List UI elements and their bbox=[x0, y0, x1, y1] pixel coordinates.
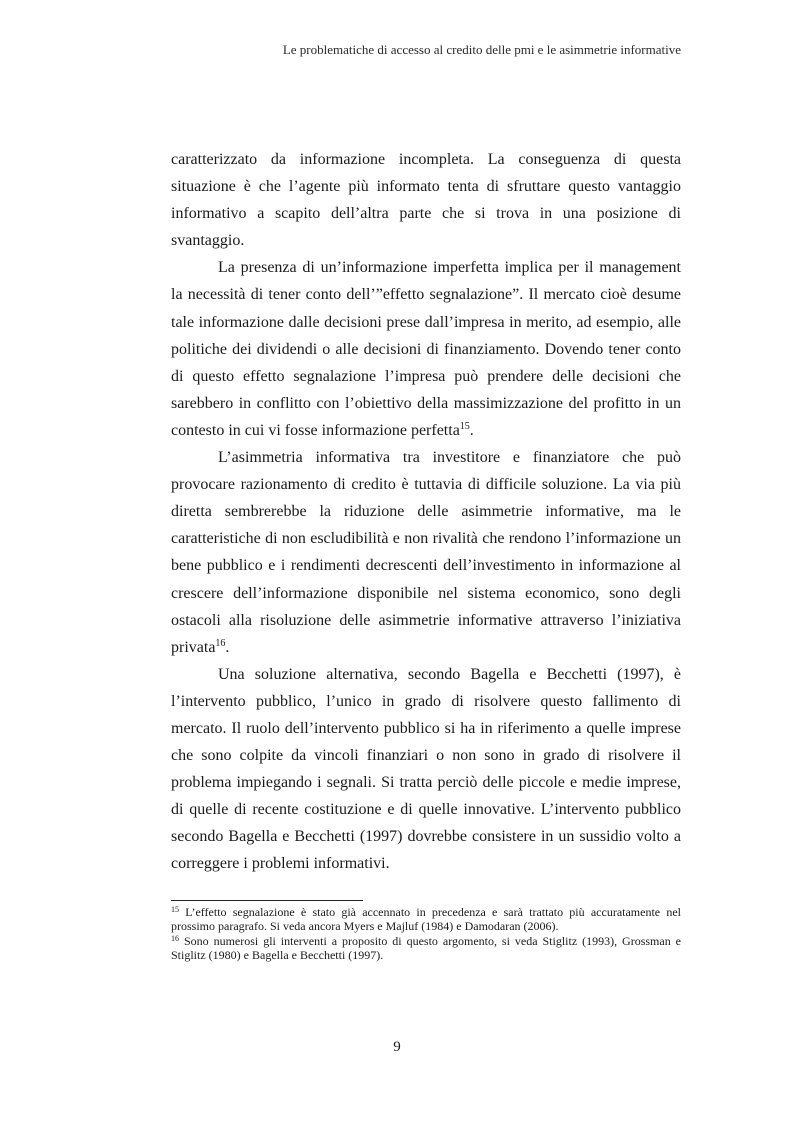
paragraph-text: La presenza di un’informazione imperfetta implica per il management la necessità di tener conto dell’”effetto segnalazione”. Il mercato cioè desume tale informazione dalle decisioni prese dall’impresa in merito, ad esempio, alle politiche dei dividendi o alle decisioni di finanziamento. Dovendo tener conto di questo effetto segnalazione l’impresa può prendere delle decisioni che sarebbero in conflitto con l’obiettivo della massimizzazione del profitto in un contesto in cui vi fosse informazione perfetta bbox=[171, 259, 681, 439]
paragraph-text: caratterizzato da informazione incompleta. La conseguenza di questa situazione è che l’agente più informato tenta di sfruttare questo vantaggio informativo a scapito dell’altra parte che si trova in una posizione di svantaggio. bbox=[171, 151, 681, 250]
footnote-number: 16 bbox=[171, 934, 179, 944]
paragraph-text: L’asimmetria informativa tra investitore e finanziatore che può provocare razionamento di credito è tuttavia di difficile soluzione. La via più diretta sembrerebbe la riduzione delle asimmetrie informative, ma le caratteristiche di non escludibilità e non rivalità che rendono l’informazione un bene pubblico e i rendimenti decrescenti dell’investimento in informazione al crescere dell’informazione disponibile nel sistema economico, sono degli ostacoli alla risoluzione delle asimmetrie informative attraverso l’iniziativa privata bbox=[171, 449, 681, 656]
footnote bbox=[171, 906, 681, 933]
paragraph bbox=[171, 444, 681, 661]
paragraph-text: Una soluzione alternativa, secondo Bagella e Becchetti (1997), è l’intervento pubblico, l’unico in grado di risolvere questo fallimento di mercato. Il ruolo dell’intervento pubblico si ha in riferimento a quelle imprese che sono colpite da vincoli finanziari o non sono in grado di risolvere il problema impiegando i segnali. Si tratta perciò delle piccole e medie imprese, di quelle di recente costituzione e di quelle innovative. L’intervento pubblico secondo Bagella e Becchetti (1997) dovrebbe consistere in un sussidio volto a correggere i problemi informativi. bbox=[171, 665, 681, 873]
paragraph-tail: . bbox=[225, 638, 230, 656]
footnote-separator bbox=[171, 900, 363, 901]
paragraph bbox=[171, 146, 681, 254]
footnote-text: Sono numerosi gli interventi a proposito di questo argomento, si veda Stiglitz (1993), Grossman e Stiglitz (1980) e Bagella e Becchetti (1997). bbox=[171, 934, 681, 962]
footnote-text: L’effetto segnalazione è stato già accennato in precedenza e sarà trattato più accuratamente nel prossimo paragrafo. Si veda ancora Myers e Majluf (1984) e Damodaran (2006). bbox=[171, 905, 681, 933]
footnotes bbox=[171, 906, 681, 964]
footnote-number: 15 bbox=[171, 905, 179, 914]
footnote-ref[interactable]: 16 bbox=[215, 637, 226, 649]
running-header: Le problematiche di accesso al credito delle pmi e le asimmetrie informative bbox=[282, 42, 681, 57]
body-text bbox=[171, 146, 681, 878]
paragraph-tail: . bbox=[469, 421, 474, 439]
footnote bbox=[171, 935, 681, 962]
paragraph bbox=[171, 661, 681, 878]
paragraph bbox=[171, 254, 681, 444]
footnote-ref[interactable]: 15 bbox=[459, 420, 470, 432]
page-number: 9 bbox=[393, 1039, 401, 1055]
